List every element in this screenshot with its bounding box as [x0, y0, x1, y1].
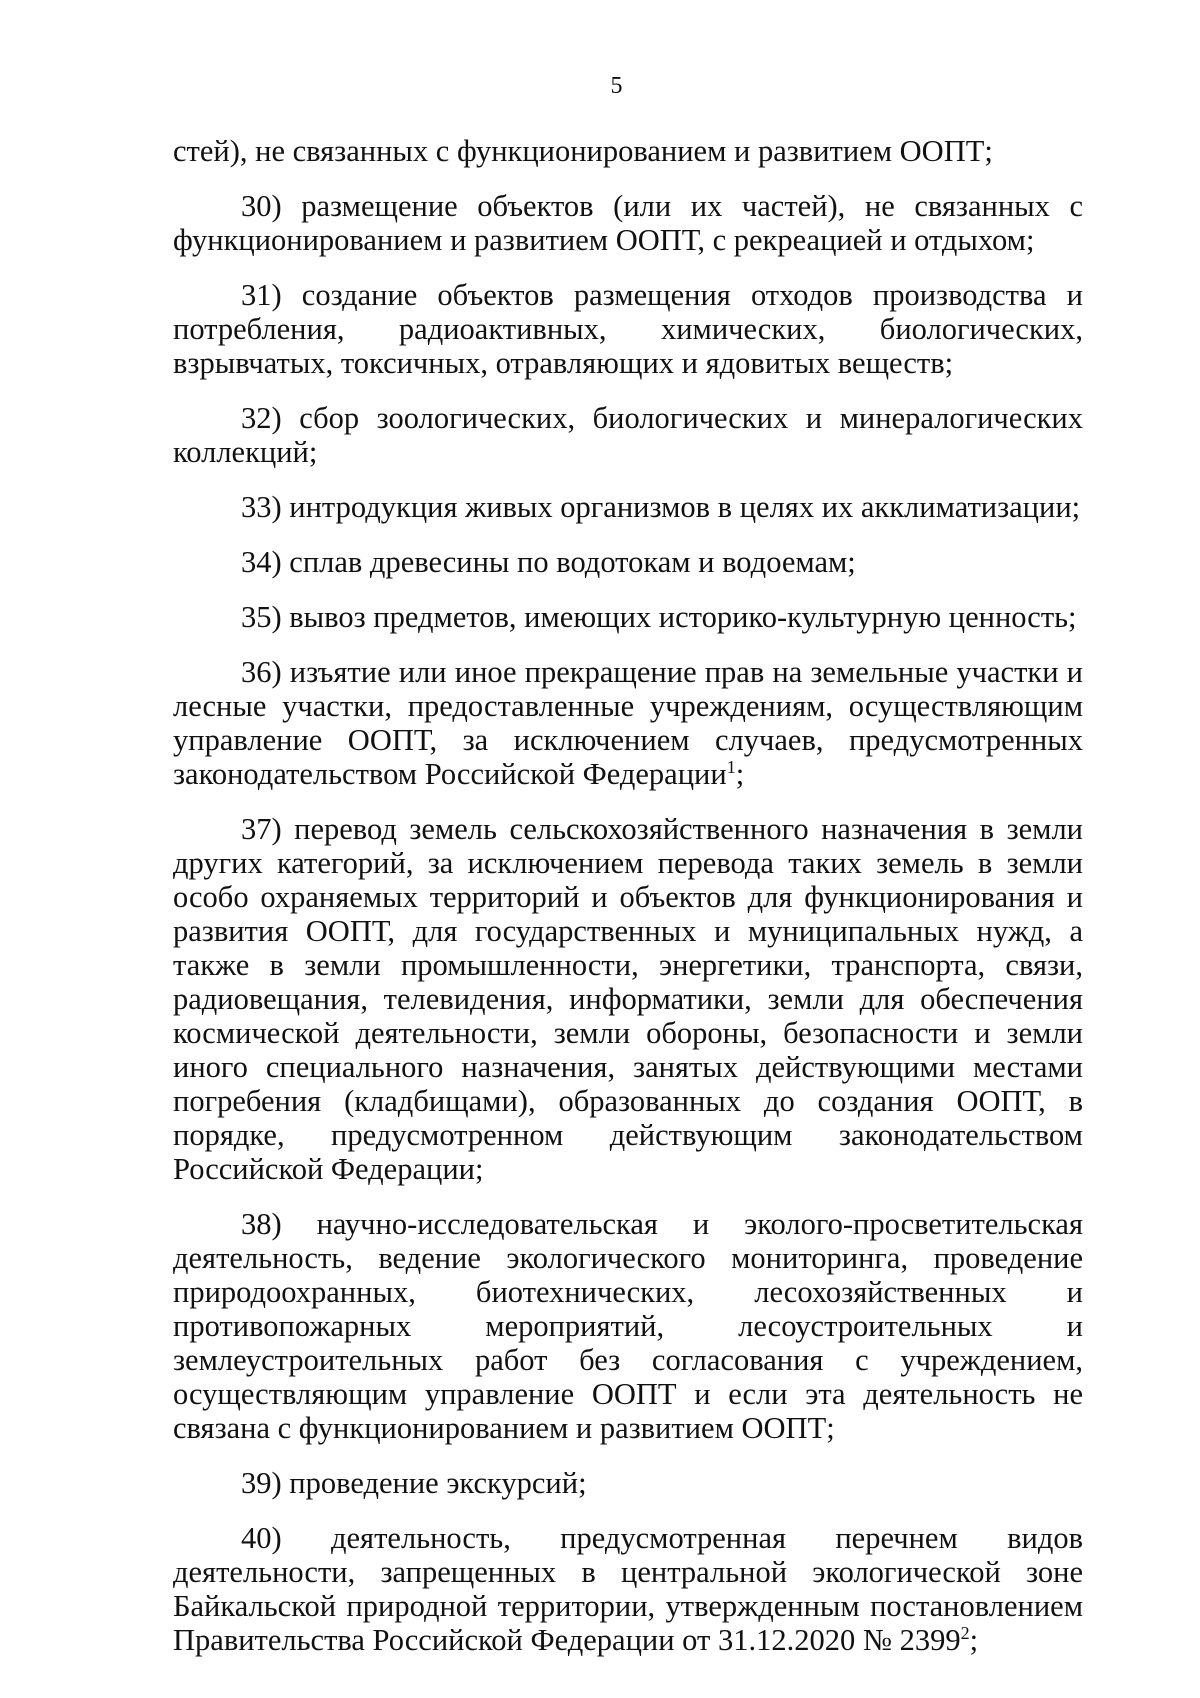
list-item-continuation: [173, 134, 1083, 168]
footnote-marker[interactable]: 1: [726, 756, 736, 777]
list-item-32: [173, 401, 1083, 469]
paragraph-text: 37) перевод земель сельскохозяйственного назначения в земли других категорий, за исключением перевода таких земель в земли особо охраняемых территорий и объектов для функционирования и развития ООПТ, для государственных и муниципальных нужд, а также в земли промышленности, энергетики, транспорта, связи, радиовещания, телевидения, информатики, земли для обеспечения космической деятельности, земли обороны, безопасности и земли иного специального назначения, занятых действующими местами погребения (кладбищами), образованных до создания ООПТ, в порядке, предусмотренном действующим законодательством Российской Федерации;: [173, 812, 1083, 1186]
paragraph-text: 35) вывоз предметов, имеющих историко-культурную ценность;: [241, 600, 1077, 634]
paragraph-tail: ;: [969, 1623, 979, 1657]
list-item-37: [173, 812, 1083, 1186]
paragraph-text: 39) проведение экскурсий;: [241, 1466, 587, 1500]
paragraph-tail: ;: [735, 757, 745, 791]
list-item-33: [173, 490, 1083, 524]
list-item-40: [173, 1521, 1083, 1657]
paragraph-text: стей), не связанных с функционированием и развитием ООПТ;: [173, 134, 993, 168]
list-item-38: [173, 1207, 1083, 1445]
document-body: [173, 134, 1083, 1678]
list-item-34: [173, 545, 1083, 579]
list-item-30: [173, 189, 1083, 257]
list-item-31: [173, 278, 1083, 380]
paragraph-text: 34) сплав древесины по водотокам и водоемам;: [241, 545, 856, 579]
paragraph-text: 40) деятельность, предусмотренная перечнем видов деятельности, запрещенных в центральной экологической зоне Байкальской природной территории, утвержденным постановлением Правительства Российской Федерации от 31.12.2020 № 2399: [173, 1521, 1083, 1657]
page-number: 5: [610, 73, 623, 99]
paragraph-text: 36) изъятие или иное прекращение прав на земельные участки и лесные участки, предоставленные учреждениям, осуществляющим управление ООПТ, за исключением случаев, предусмотренных законодательством Российской Федерации: [173, 655, 1083, 791]
paragraph-text: 33) интродукция живых организмов в целях их акклиматизации;: [241, 490, 1081, 524]
list-item-35: [173, 600, 1083, 634]
paragraph-text: 32) сбор зоологических, биологических и минералогических коллекций;: [173, 401, 1083, 469]
list-item-36: [173, 655, 1083, 791]
paragraph-text: 38) научно-исследовательская и эколого-просветительская деятельность, ведение экологического мониторинга, проведение природоохранных, биотехнических, лесохозяйственных и противопожарных мероприятий, лесоустроительных и землеустроительных работ без согласования с учреждением, осуществляющим управление ООПТ и если эта деятельность не связана с функционированием и развитием ООПТ;: [173, 1207, 1083, 1445]
list-item-39: [173, 1466, 1083, 1500]
paragraph-text: 31) создание объектов размещения отходов производства и потребления, радиоактивных, химических, биологических, взрывчатых, токсичных, отравляющих и ядовитых веществ;: [173, 278, 1083, 380]
paragraph-text: 30) размещение объектов (или их частей), не связанных с функционированием и развитием ООПТ, с рекреацией и отдыхом;: [173, 189, 1083, 257]
footnote-marker[interactable]: 2: [960, 1622, 970, 1643]
